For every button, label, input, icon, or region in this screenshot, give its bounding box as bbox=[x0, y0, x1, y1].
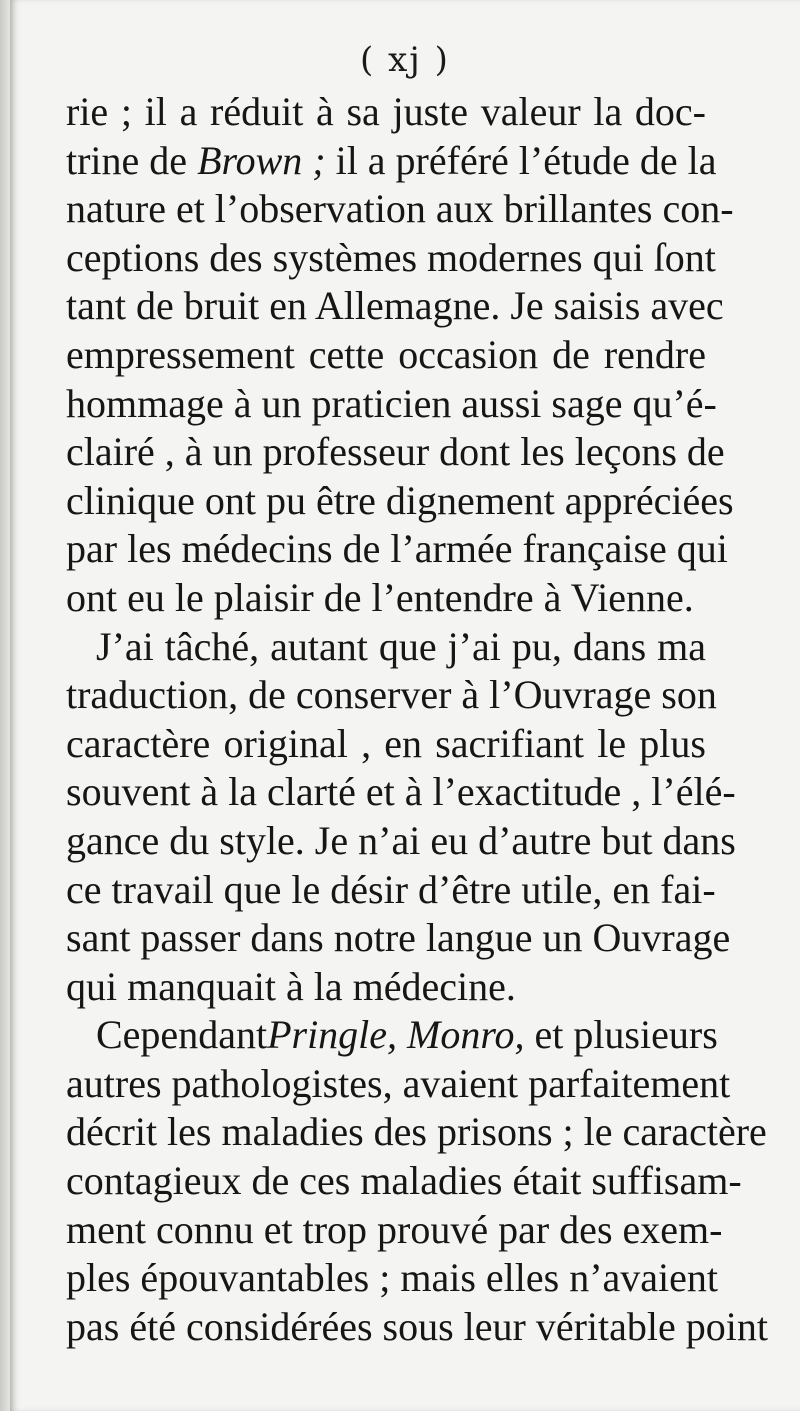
text-line: pas été considérées sous leur véritable point bbox=[66, 1303, 768, 1349]
text-line: gance du style. Je n’ai eu d’autre but dans bbox=[66, 817, 736, 863]
text-line: hommage à un praticien aussi sage qu’é- bbox=[66, 380, 717, 426]
text-line: clairé , à un professeur dont les leçons de bbox=[66, 429, 725, 475]
text-line: ples épouvantables ; mais elles n’avaient bbox=[66, 1255, 719, 1301]
text-line: nature et l’observation aux brillantes con- bbox=[66, 186, 734, 232]
text-line: tant de bruit en Allemagne. Je saisis avec bbox=[66, 283, 724, 329]
text-line: décrit les maladies des prisons ; le caractère bbox=[66, 1109, 767, 1155]
author-name: Brown ; bbox=[197, 137, 326, 183]
text-line: clinique ont pu être dignement appréciées bbox=[66, 477, 734, 523]
text-line: empressement cette occasion de rendre bbox=[66, 331, 706, 377]
page-gutter-shadow bbox=[0, 0, 10, 1411]
text-line: ce travail que le désir d’être utile, en fai- bbox=[66, 866, 716, 912]
text-line: ont eu le plaisir de l’entendre à Vienne. bbox=[66, 574, 694, 620]
text-line: CependantPringle, Monro, et plusieurs bbox=[96, 1012, 718, 1058]
text-line: contagieux de ces maladies était suffisam- bbox=[66, 1158, 742, 1204]
text-line: souvent à la clarté et à l’exactitude , l’élé- bbox=[66, 769, 736, 815]
text-line: rie ; il a réduit à sa juste valeur la doc- bbox=[66, 89, 706, 134]
text-line: par les médecins de l’armée française qui bbox=[66, 526, 728, 572]
text-line: traduction, de conserver à l’Ouvrage son bbox=[66, 672, 717, 718]
text-line: ceptions des systèmes modernes qui ſont bbox=[66, 234, 716, 280]
body-text bbox=[66, 88, 768, 1351]
text-line: autres pathologistes, avaient parfaitement bbox=[66, 1060, 731, 1106]
text-line: sant passer dans notre langue un Ouvrage bbox=[66, 915, 731, 961]
page-number: ( xj ) bbox=[360, 40, 450, 80]
text-line: caractère original , en sacrifiant le plus bbox=[66, 720, 706, 766]
text-line: J’ai tâché, autant que j’ai pu, dans ma bbox=[96, 623, 706, 669]
text-line: qui manquait à la médecine. bbox=[66, 963, 516, 1009]
text-line: trine de Brown ; il a préféré l’étude de la bbox=[66, 137, 717, 183]
text-line: ment connu et trop prouvé par des exem- bbox=[66, 1206, 723, 1252]
author-names: Pringle, Monro, bbox=[267, 1012, 525, 1058]
